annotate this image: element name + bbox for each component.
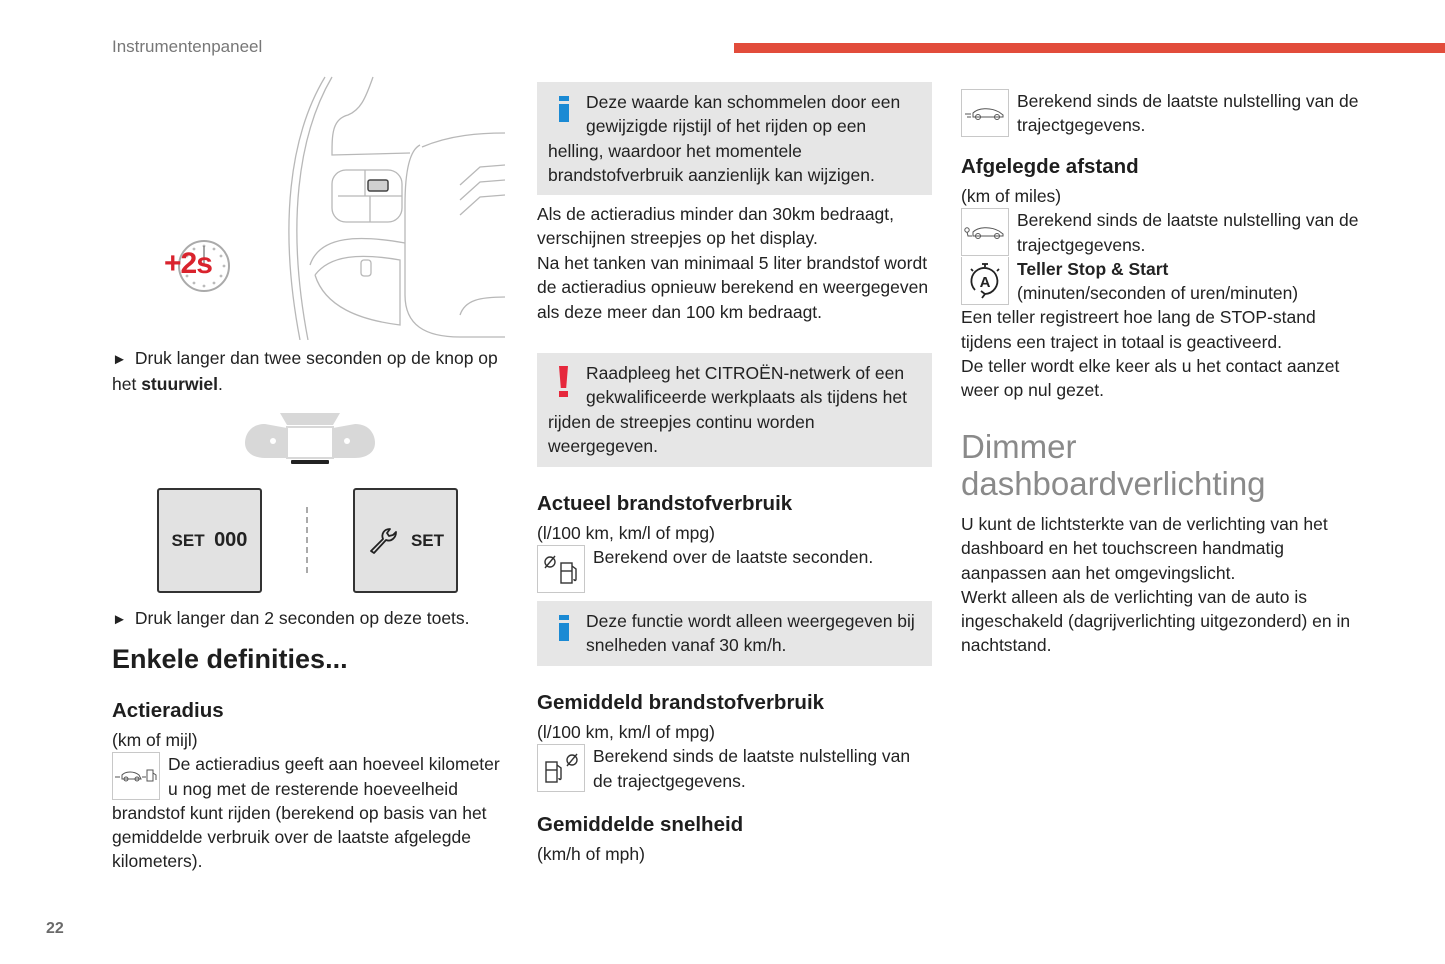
average-speed-car-icon [961, 89, 1009, 137]
stop-start-timer-icon [961, 257, 1009, 305]
hold-badge-text: +2s [164, 247, 212, 280]
steering-wheel-icon [160, 75, 505, 340]
unit-actieradius: (km of mijl) [112, 730, 198, 750]
section-title-definities: Enkele definities... [112, 644, 348, 674]
heading-gemiddeld: Gemiddeld brandstofverbruik [537, 691, 825, 714]
heading-stopstart: Teller Stop & Start [1017, 258, 1169, 279]
unit-gemiddeld: (l/100 km, km/l of mpg) [537, 722, 715, 742]
section-actieradius: Actieradius (km of mijl) De actieradius geeft aan hoeveel kilometer u nog met de resterende hoeveelheid brandstof kunt rijden (berekend op basis van het gemiddelde verbruik over de laatste afgelegde kilometers). [112, 699, 502, 874]
section-actueel: Actueel brandstofverbruik (l/100 km, km/l of mpg) Berekend over de laatste seconden. [537, 492, 932, 593]
dimmer-title-line2: dashboardverlichting [961, 465, 1266, 502]
warning-icon [548, 361, 586, 409]
unit-actueel: (l/100 km, km/l of mpg) [537, 523, 715, 543]
heading-actieradius: Actieradius [112, 699, 224, 722]
instant-fuel-consumption-icon [537, 545, 585, 593]
section-snelheid [537, 813, 932, 866]
instrument-cluster-icon [245, 410, 375, 465]
para-tanken: Na het tanken van minimaal 5 liter brandstof wordt de actieradius opnieuw berekend en weergegeven als deze meer dan 100 km bedraagt. [537, 253, 929, 322]
hold-2s-badge [162, 238, 234, 294]
section-afstand: Afgelegde afstand (km of miles) Berekend sinds de laatste nulstelling van de trajectgegevens. A Teller Stop & Start (minuten/seconden of uren/minuten) Een teller registreert hoe lang de STOP-stand tijdens een traject in totaal is geactiveerd. De teller wordt elke keer als u het contact aanzet weer op nul gezet. [961, 155, 1361, 403]
heading-snelheid: Gemiddelde snelheid [537, 813, 744, 836]
section-dimmer [961, 428, 1361, 658]
info-icon [548, 609, 586, 657]
heading-actueel: Actueel brandstofverbruik [537, 492, 793, 515]
running-title: Instrumentenpaneel [112, 37, 263, 56]
section-gemiddeld: Gemiddeld brandstofverbruik (l/100 km, km/l of mpg) Berekend sinds de laatste nulstelling van de trajectgegevens. [537, 691, 932, 793]
unit-afstand: (km of miles) [961, 186, 1062, 206]
para-actieradius-30km: Als de actieradius minder dan 30km bedraagt, verschijnen streepjes op het display. [537, 204, 895, 249]
steering-wheel-illustration [160, 75, 505, 340]
display-wrench-set[interactable]: SET [353, 488, 458, 593]
svg-text:A: A [979, 274, 991, 292]
page-number: 22 [46, 920, 64, 937]
wrench-icon [367, 527, 399, 555]
dimmer-title-line1: Dimmer [961, 428, 1077, 465]
bullet-arrow-icon: ► [112, 611, 127, 628]
para-stopstart-2: De teller wordt elke keer als u het contact aanzet weer op nul gezet. [961, 356, 1340, 401]
instrument-cluster-illustration [245, 410, 375, 465]
para-dimmer-1: U kunt de lichtsterkte van de verlichting van het dashboard en het touchscreen handmatig aanpassen aan het omgevingslicht. [961, 514, 1328, 583]
divider-dashed [306, 507, 308, 573]
average-fuel-consumption-icon [537, 744, 585, 792]
bullet-arrow-icon: ► [112, 351, 127, 368]
distance-car-icon [961, 208, 1009, 256]
display-set-000[interactable]: SET 000 [157, 488, 262, 593]
unit-snelheid: (km/h of mph) [537, 844, 645, 864]
speed-calc-note: Berekend sinds de laatste nulstelling van de trajectgegevens. [961, 89, 1361, 138]
car-to-fuel-icon [112, 752, 160, 800]
unit-stopstart: (minuten/seconden of uren/minuten) [1017, 283, 1299, 304]
header-accent-bar [734, 43, 1445, 53]
warning-note-citroen: Raadpleeg het CITROËN-netwerk of een gekwalificeerde werkplaats als tijdens het rijden de streepjes continu worden weergegeven. [537, 353, 932, 467]
heading-afstand: Afgelegde afstand [961, 155, 1139, 178]
step-press-button: ► Druk langer dan 2 seconden op deze toets. [112, 608, 470, 628]
info-icon [548, 90, 586, 138]
para-stopstart-1: Een teller registreert hoe lang de STOP-stand tijdens een traject in totaal is geactiveerd. [961, 307, 1316, 352]
para-dimmer-2: Werkt alleen als de verlichting van de auto is ingeschakeld (dagrijverlichting uitgezonderd) en in nachtstand. [961, 586, 1351, 656]
info-note-30kmh: Deze functie wordt alleen weergegeven bij snelheden vanaf 30 km/h. [537, 601, 932, 666]
step-steering-wheel: ► Druk langer dan twee seconden op de knop op het stuurwiel. [112, 348, 498, 395]
info-note-schommelen: Deze waarde kan schommelen door een gewijzigde rijstijl of het rijden op een helling, waardoor het momentele brandstofverbruik aanzienlijk kan wijzigen. [537, 82, 932, 195]
